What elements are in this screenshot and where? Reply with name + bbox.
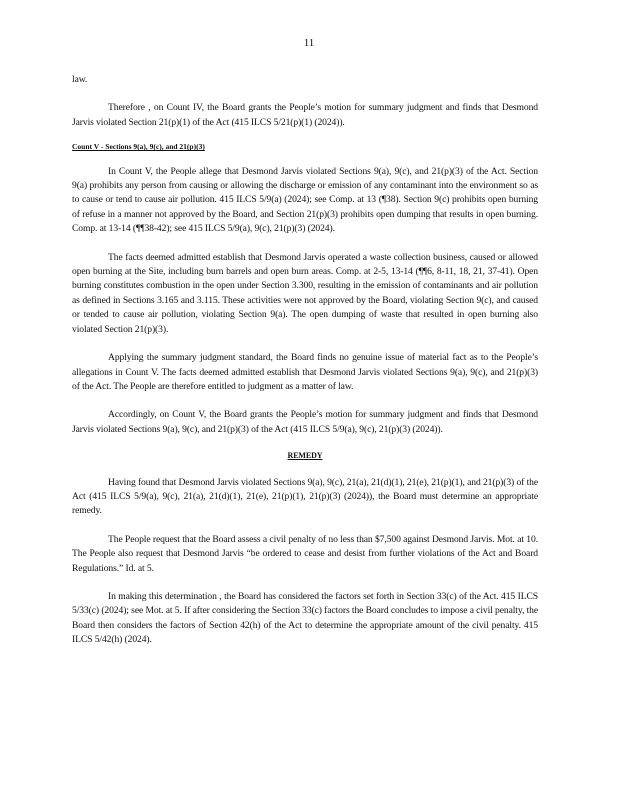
paragraph-count-v-conclusion: Accordingly, on Count V, the Board grants the People’s motion for summary judgment and finds that Desmond Jarvis violated Sections 9(a), 9(c), and 21(p)(3) of the Act (415 ILCS 5/9(a), 9(c), 21(p)(3) (2024)).: [72, 409, 538, 435]
paragraph-remedy-request: The People request that the Board assess a civil penalty of no less than $7,500 against Desmond Jarvis. Mot. at 10. The People also request that Desmond Jarvis “be ordered to cease and desist from further violations of the Act and Board Regulations.” Id. at 5.: [72, 533, 538, 574]
paragraph-count-iv-conclusion: Therefore , on Count IV, the Board grants the People’s motion for summary judgment and finds that Desmond Jarvis violated Section 21(p)(1) of the Act (415 ILCS 5/21(p)(1) (2024)).: [72, 102, 538, 128]
paragraph-count-v-standard: Applying the summary judgment standard, the Board finds no genuine issue of material fact as to the People’s allegations in Count V. The facts deemed admitted establish that Desmond Jarvis violated Sections 9(a), 9(c), and 21(p)(3) of the Act. The People are therefore entitled to judgment as a matter of law.: [72, 352, 538, 392]
page-number: 11: [303, 37, 315, 49]
paragraph-count-v-allegations: In Count V, the People allege that Desmond Jarvis violated Sections 9(a), 9(c), and 21(p)(3) of the Act. Section 9(a) prohibits any person from causing or allowing the discharge or emission of any contaminant into the environment so as to cause or tend to cause air pollution. 415 ILCS 5/9(a) (2024); see Comp. at 13 (¶38). Section 9(c) prohibits open burning of refuse in a manner not approved by the Board, and Section 21(p)(3) prohibits open dumping that results in open burning. Comp. at 13-14 (¶¶38-42); see 415 ILCS 5/9(a), 9(c), 21(p)(3) (2024).: [72, 165, 538, 235]
paragraph-law: law.: [72, 74, 88, 85]
document-body: [72, 73, 538, 648]
section-heading-remedy: REMEDY: [287, 451, 323, 461]
paragraph-remedy-intro: Having found that Desmond Jarvis violated Sections 9(a), 9(c), 21(a), 21(d)(1), 21(e), 21(p)(1), and 21(p)(3) of the Act (415 ILCS 5/9(a), 9(c), 21(a), 21(d)(1), 21(e), 21(p)(1), 21(p)(3) (2024)), the Board must determine an appropriate remedy.: [72, 476, 538, 517]
paragraph-count-v-facts: The facts deemed admitted establish that Desmond Jarvis operated a waste collection business, caused or allowed open burning at the Site, including burn barrels and open burn areas. Comp. at 2-5, 13-14 (¶¶6, 8-11, 18, 21, 37-41). Open burning constitutes combustion in the open under Section 3.300, resulting in the emission of contaminants and air pollution as defined in Sections 3.165 and 3.115. These activities were not approved by the Board, violating Section 9(c), and caused or tended to cause air pollution, violating Section 9(a). The open dumping of waste that resulted in open burning also violated Section 21(p)(3).: [72, 251, 538, 335]
paragraph-remedy-factors: In making this determination , the Board has considered the factors set forth in Section 33(c) of the Act. 415 ILCS 5/33(c) (2024); see Mot. at 5. If after considering the Section 33(c) factors the Board concludes to impose a civil penalty, the Board then considers the factors of Section 42(h) of the Act to determine the appropriate amount of the civil penalty. 415 ILCS 5/42(h) (2024).: [72, 590, 538, 646]
subheading-count-v: Count V - Sections 9(a), 9(c), and 21(p)(3): [72, 142, 205, 152]
